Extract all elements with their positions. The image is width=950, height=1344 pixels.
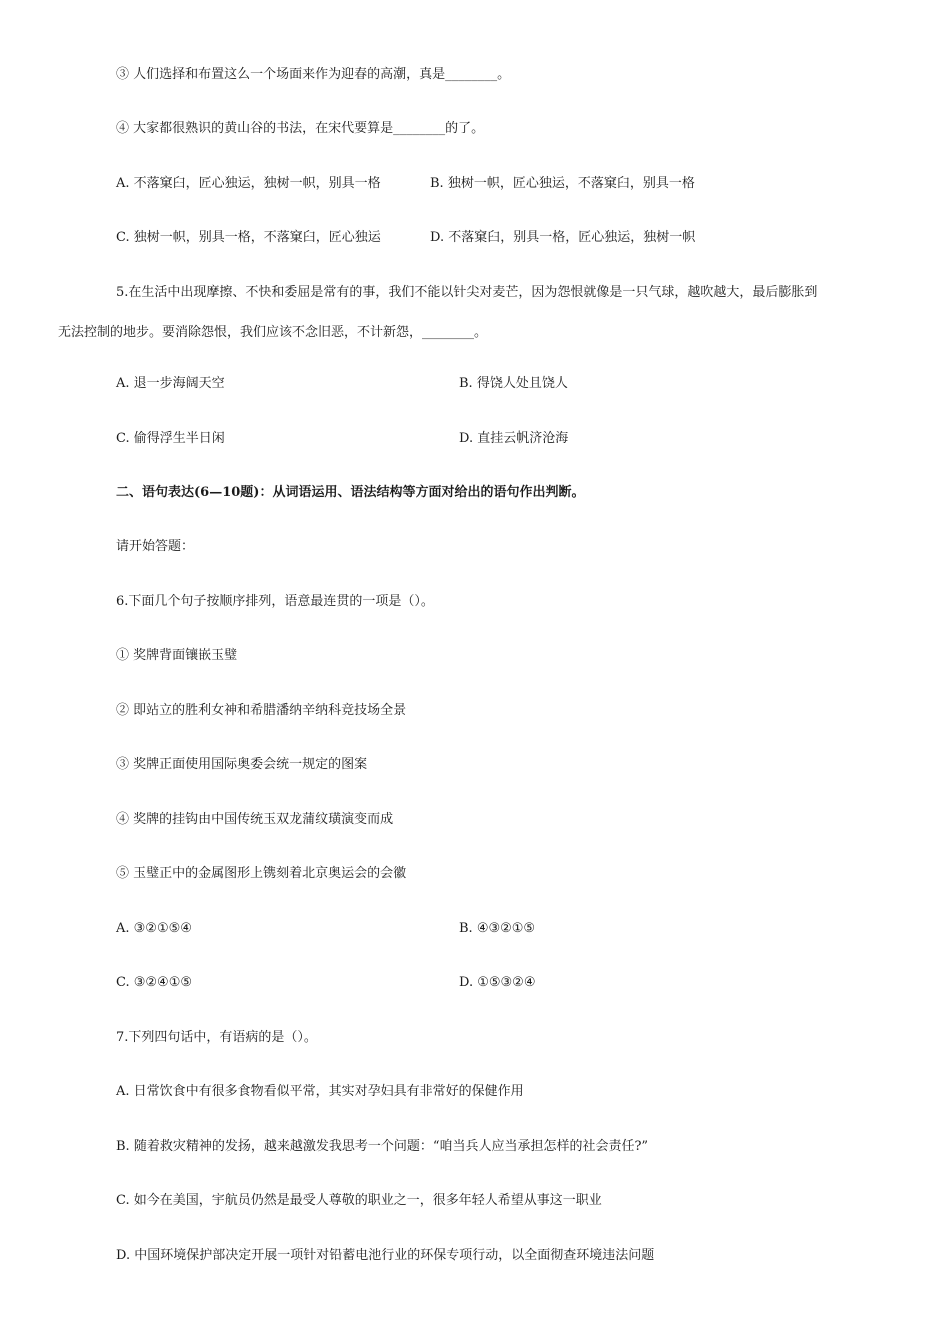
q5-stem-line-1: 5.在生活中出现摩擦、不快和委屈是常有的事，我们不能以针尖对麦芒，因为怨恨就像是一只气球，越吹越大，最后膨胀到 (116, 285, 818, 300)
q6-option-b: B. ④③②①⑤ (459, 921, 536, 936)
section-heading: 二、语句表达(6—10题)：从词语运用、语法结构等方面对给出的语句作出判断。 (116, 485, 585, 500)
q6-sentence-1: ① 奖牌背面镶嵌玉璧 (116, 648, 238, 663)
q7-option-a: A. 日常饮食中有很多食物看似平常，其实对孕妇具有非常好的保健作用 (116, 1084, 524, 1099)
q5-option-b: B. 得饶人处且饶人 (459, 376, 568, 391)
q6-option-d: D. ①⑤③②④ (459, 975, 536, 990)
q7-option-d: D. 中国环境保护部决定开展一项针对铅蓄电池行业的环保专项行动，以全面彻查环境违法问题 (116, 1248, 655, 1263)
q7-option-c: C. 如今在美国，宇航员仍然是最受人尊敬的职业之一，很多年轻人希望从事这一职业 (116, 1193, 602, 1208)
q6-option-c: C. ③②④①⑤ (116, 975, 193, 990)
q5-option-c: C. 偷得浮生半日闲 (116, 431, 225, 446)
q4-option-a: A. 不落窠臼，匠心独运，独树一帜，别具一格 (116, 176, 381, 191)
q6-sentence-5: ⑤ 玉璧正中的金属图形上镌刻着北京奥运会的会徽 (116, 866, 407, 881)
q5-option-d: D. 直挂云帆济沧海 (459, 431, 569, 446)
q6-sentence-4: ④ 奖牌的挂钩由中国传统玉双龙蒲纹璜演变而成 (116, 812, 394, 827)
q6-option-a: A. ③②①⑤④ (116, 921, 192, 936)
q5-option-a: A. 退一步海阔天空 (116, 376, 225, 391)
q6-stem: 6.下面几个句子按顺序排列，语意最连贯的一项是（）。 (116, 594, 434, 609)
q6-sentence-3: ③ 奖牌正面使用国际奥委会统一规定的图案 (116, 757, 368, 772)
q4-option-d: D. 不落窠臼，别具一格，匠心独运，独树一帜 (430, 230, 696, 245)
start-instruction: 请开始答题： (116, 539, 195, 554)
q5-stem-line-2: 无法控制的地步。要消除怨恨，我们应该不念旧恶，不计新怨，________。 (58, 325, 488, 340)
q7-stem: 7.下列四句话中，有语病的是（）。 (116, 1030, 317, 1045)
q6-sentence-2: ② 即站立的胜利女神和希腊潘纳辛纳科竞技场全景 (116, 703, 407, 718)
q7-option-b: B. 随着救灾精神的发扬，越来越激发我思考一个问题：“咱当兵人应当承担怎样的社会责任?” (116, 1139, 649, 1154)
q4-sentence-3: ③ 人们选择和布置这么一个场面来作为迎春的高潮，真是________。 (116, 67, 511, 82)
q4-sentence-4: ④ 大家都很熟识的黄山谷的书法，在宋代要算是________的了。 (116, 121, 485, 136)
q4-option-b: B. 独树一帜，匠心独运，不落窠臼，别具一格 (430, 176, 695, 191)
q4-option-c: C. 独树一帜，别具一格，不落窠臼，匠心独运 (116, 230, 381, 245)
